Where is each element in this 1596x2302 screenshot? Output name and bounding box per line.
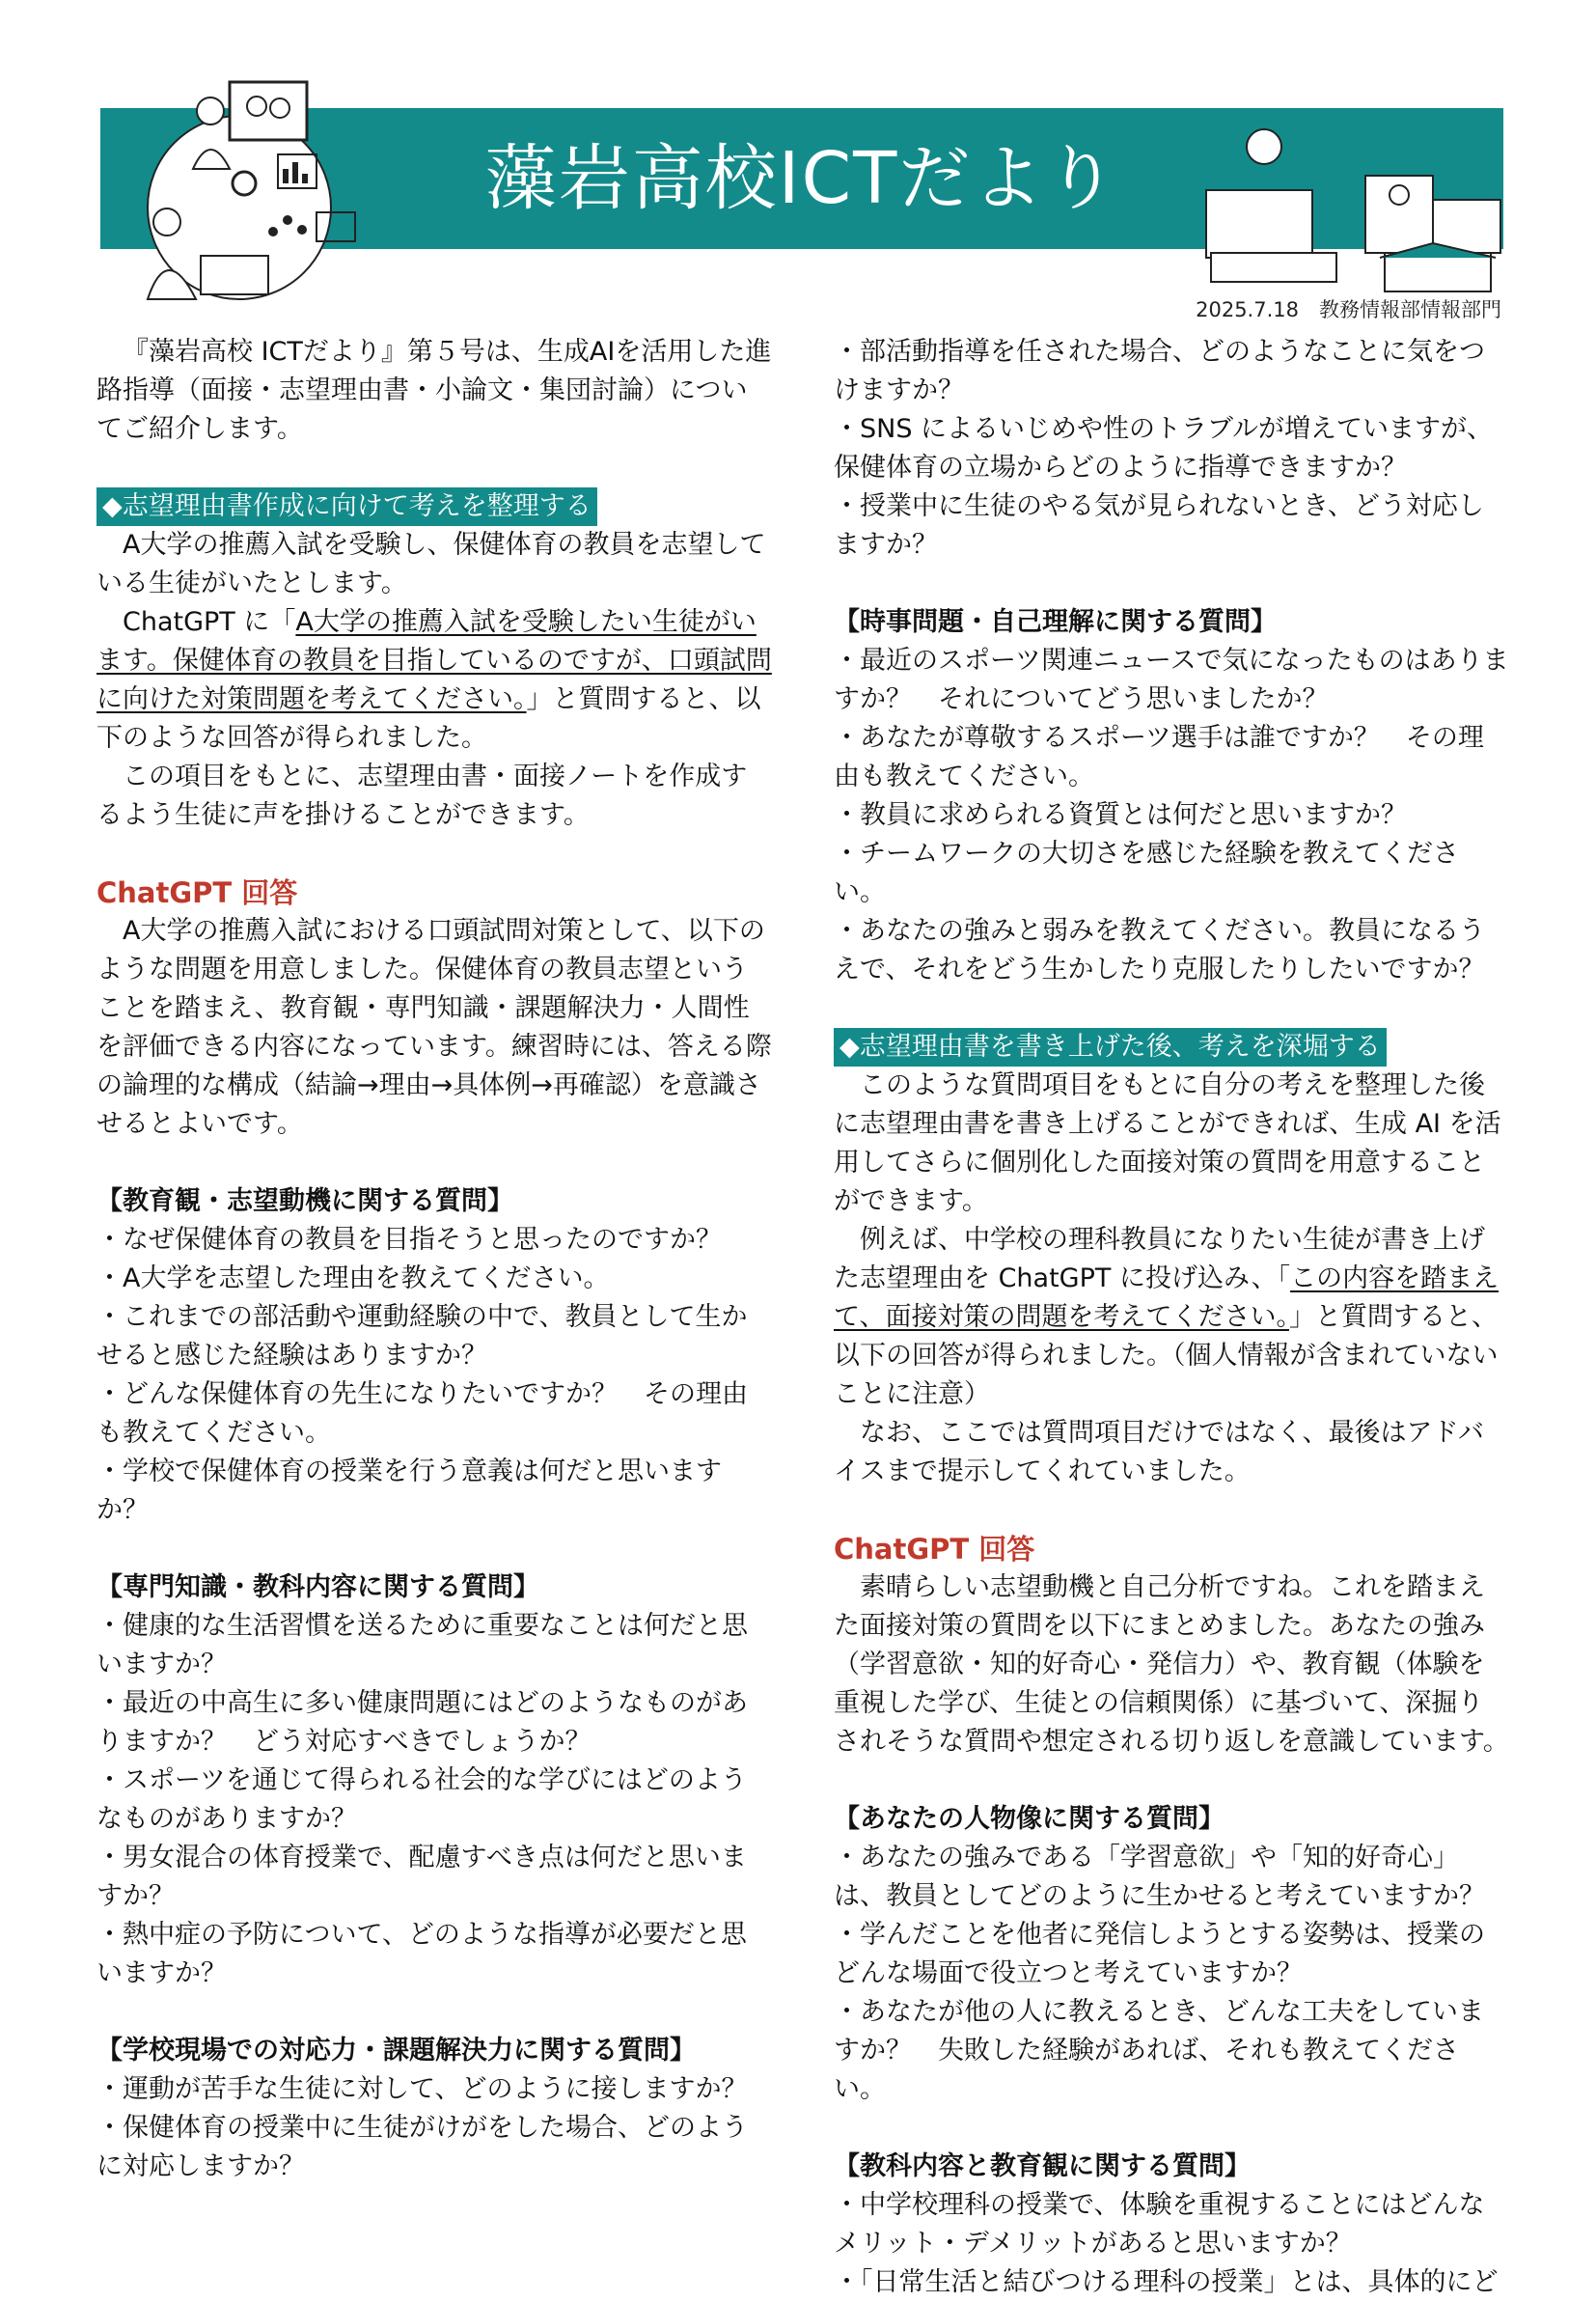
intro-paragraph: 『藻岩高校 ICTだより』第５号は、生成AIを活用した進路指導（面接・志望理由書・小論文・集団討論）についてご紹介します。 bbox=[96, 337, 772, 444]
question-group-heading: 【時事問題・自己理解に関する質問】 bbox=[834, 607, 1277, 637]
list-item: ・最近のスポーツ関連ニュースで気になったものはありますか？ それについてどう思いましたか？ bbox=[834, 646, 1509, 714]
paragraph: この項目をもとに、志望理由書・面接ノートを作成するよう生徒に声を掛けることができます。 bbox=[96, 762, 748, 830]
list-item: ・A大学を志望した理由を教えてください。 bbox=[96, 1263, 610, 1293]
question-group-heading: 【あなたの人物像に関する質問】 bbox=[834, 1804, 1225, 1834]
newsletter-title: 藻岩高校ICTだより bbox=[484, 137, 1119, 220]
right-column bbox=[834, 333, 1509, 2302]
list-item: ・学校で保健体育の授業を行う意義は何だと思いますか？ bbox=[96, 1456, 722, 1525]
list-item: ・あなたが他の人に教えるとき、どんな工夫をしていますか？ 失敗した経験があれば、それも教えてください。 bbox=[834, 1997, 1484, 2104]
list-item: ・「日常生活と結びつける理科の授業」とは、具体的にど bbox=[834, 2267, 1499, 2297]
list-item: ・教員に求められる資質とは何だと思いますか？ bbox=[834, 800, 1407, 830]
list-item: ・あなたが尊敬するスポーツ選手は誰ですか？ その理由も教えてください。 bbox=[834, 723, 1484, 791]
list-item: ・チームワークの大切さを感じた経験を教えてください。 bbox=[834, 839, 1459, 907]
teachers-illustration bbox=[114, 77, 403, 304]
list-item: ・授業中に生徒のやる気が見られないとき、どう対応しますか？ bbox=[834, 491, 1484, 560]
list-item: ・最近の中高生に多い健康問題にはどのようなものがありますか？ どう対応すべきでしょうか？ bbox=[96, 1688, 748, 1757]
section-heading-2: ◆志望理由書を書き上げた後、考えを深堀する bbox=[834, 1028, 1387, 1067]
list-item: ・健康的な生活習慣を送るために重要なことは何だと思いますか？ bbox=[96, 1611, 748, 1679]
list-item: ・あなたの強みと弱みを教えてください。教員になるうえで、それをどう生かしたり克服したりしたいですか？ bbox=[834, 916, 1485, 985]
list-item: ・スポーツを通じて得られる社会的な学びにはどのようなものがありますか？ bbox=[96, 1765, 747, 1834]
list-item: ・SNS によるいじめや性のトラブルが増えていますが、保健体育の立場からどのように指導できますか？ bbox=[834, 414, 1493, 483]
list-item: ・部活動指導を任された場合、どのようなことに気をつけますか？ bbox=[834, 337, 1485, 405]
question-group-heading: 【教科内容と教育観に関する質問】 bbox=[834, 2151, 1251, 2181]
list-item: ・どんな保健体育の先生になりたいですか？ その理由も教えてください。 bbox=[96, 1379, 748, 1448]
section-heading-1: ◆志望理由書作成に向けて考えを整理する bbox=[96, 487, 597, 526]
school-illustration bbox=[1197, 108, 1515, 301]
prompt-quote: A大学の推薦入試を受験したい生徒がいます。保健体育の教員を目指しているのですが、口頭試問に向けた対策問題を考えてください。 bbox=[96, 607, 772, 714]
list-item: ・これまでの部活動や運動経験の中で、教員として生かせると感じた経験はありますか？ bbox=[96, 1302, 748, 1371]
question-group-heading: 【教育観・志望動機に関する質問】 bbox=[96, 1186, 513, 1216]
paragraph: ChatGPT に「A大学の推薦入試を受験したい生徒がいます。保健体育の教員を目指しているのですが、口頭試問に向けた対策問題を考えてください。」と質問すると、以下のような回答が得られました。 bbox=[96, 607, 772, 753]
answer-paragraph: A大学の推薦入試における口頭試問対策として、以下のような問題を用意しました。保健体育の教員志望ということを踏まえ、教育観・専門知識・課題解決力・人間性を評価できる内容になっています。練習時には、答える際の論理的な構成（結論→理由→具体例→再確認）を意識させるとよいです。 bbox=[96, 916, 772, 1139]
chatgpt-answer-label: ChatGPT 回答 bbox=[834, 1533, 1035, 1566]
paragraph: なお、ここでは質問項目だけではなく、最後はアドバイスまで提示してくれていました。 bbox=[834, 1418, 1484, 1486]
answer-paragraph: 素晴らしい志望動機と自己分析ですね。これを踏まえた面接対策の質問を以下にまとめました。あなたの強み（学習意欲・知的好奇心・発信力）や、教育観（体験を重視した学び、生徒との信頼関係）に基づいて、深掘りされそうな質問や想定される切り返しを意識しています。 bbox=[834, 1572, 1509, 1757]
dateline: 2025.7.18 教務情報部情報部門 bbox=[1196, 298, 1501, 321]
list-item: ・保健体育の授業中に生徒がけがをした場合、どのように対応しますか？ bbox=[96, 2113, 748, 2181]
question-group-heading: 【学校現場での対応力・課題解決力に関する質問】 bbox=[96, 2036, 696, 2066]
paragraph: 例えば、中学校の理科教員になりたい生徒が書き上げた志望理由を ChatGPT に投げ込み、「この内容を踏まえて、面接対策の問題を考えてください。」と質問すると、以下の回答が得られました。（個人情報が含まれていないことに注意） bbox=[834, 1225, 1500, 1409]
prompt-quote: この内容を踏まえて、面接対策の問題を考えてください。 bbox=[834, 1263, 1500, 1332]
paragraph: A大学の推薦入試を受験し、保健体育の教員を志望している生徒がいたとします。 bbox=[96, 530, 766, 598]
question-group-heading: 【専門知識・教科内容に関する質問】 bbox=[96, 1572, 539, 1602]
paragraph: このような質問項目をもとに自分の考えを整理した後に志望理由書を書き上げることができれば、生成 AI を活用してさらに個別化した面接対策の質問を用意することができます。 bbox=[834, 1070, 1501, 1216]
chatgpt-answer-label: ChatGPT 回答 bbox=[96, 876, 298, 909]
list-item: ・熱中症の予防について、どのような指導が必要だと思いますか？ bbox=[96, 1920, 747, 1988]
list-item: ・中学校理科の授業で、体験を重視することにはどんなメリット・デメリットがあると思いますか？ bbox=[834, 2190, 1485, 2259]
list-item: ・男女混合の体育授業で、配慮すべき点は何だと思いますか？ bbox=[96, 1843, 747, 1911]
left-column bbox=[96, 333, 772, 2186]
list-item: ・なぜ保健体育の教員を目指そうと思ったのですか？ bbox=[96, 1225, 722, 1255]
list-item: ・運動が苦手な生徒に対して、どのように接しますか？ bbox=[96, 2074, 748, 2104]
list-item: ・あなたの強みである「学習意欲」や「知的好奇心」は、教員としてどのように生かせると考えていますか？ bbox=[834, 1843, 1485, 1911]
list-item: ・学んだことを他者に発信しようとする姿勢は、授業のどんな場面で役立つと考えていますか？ bbox=[834, 1920, 1485, 1988]
